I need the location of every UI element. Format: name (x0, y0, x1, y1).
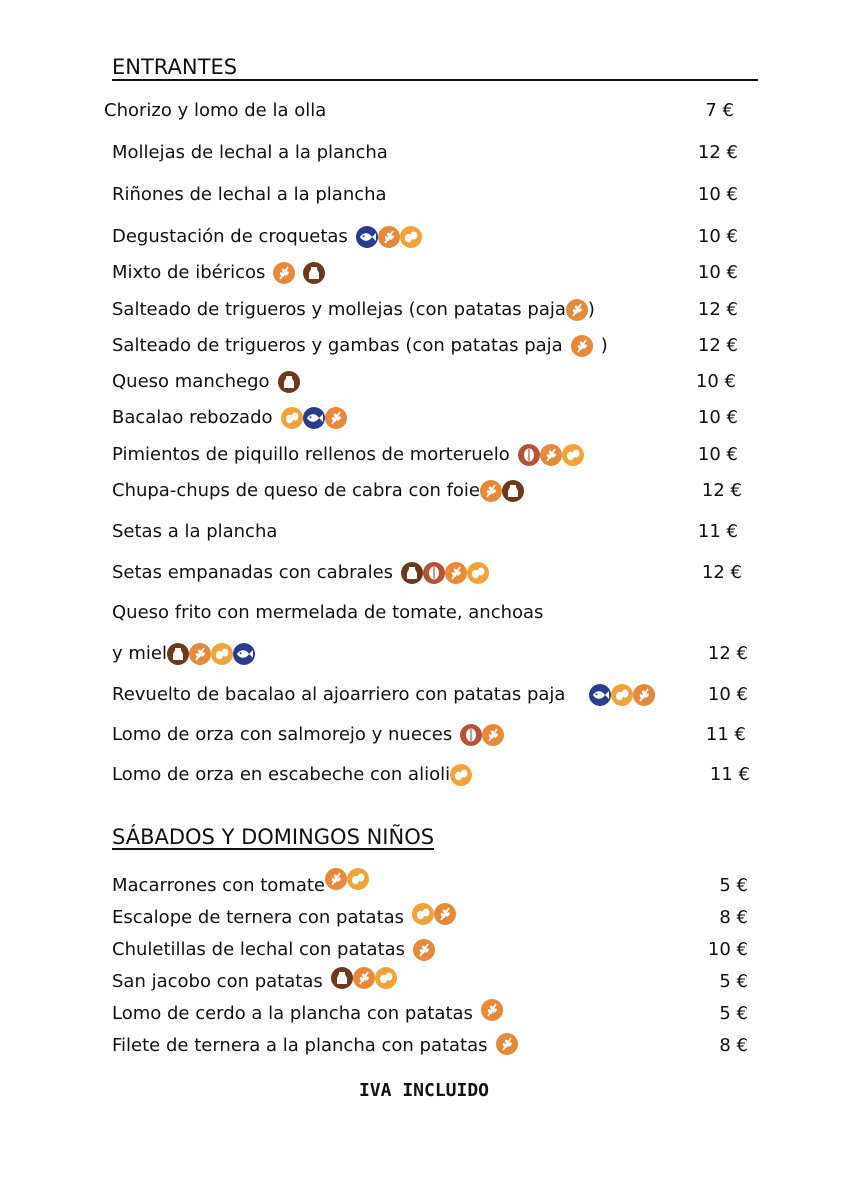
menu-item (0, 295, 848, 325)
item-name: Revuelto de bacalao al ajoarriero con patatas paja (112, 684, 566, 705)
section-title-entrantes: ENTRANTES (112, 55, 238, 79)
menu-item (0, 1031, 848, 1061)
nut-icon (423, 562, 445, 584)
menu-item (0, 558, 848, 588)
milk-jug-icon (167, 643, 189, 665)
egg-icon (450, 764, 472, 786)
menu-item (0, 760, 848, 790)
item-price: 10 € (707, 939, 748, 960)
wheat-icon (633, 684, 655, 706)
menu-item (0, 680, 848, 710)
menu-item (0, 180, 848, 210)
item-name: Lomo de cerdo a la plancha con patatas (112, 1003, 473, 1024)
menu-item-continued (0, 639, 848, 669)
item-price: 10 € (697, 262, 738, 283)
fish-icon (233, 643, 255, 665)
egg-icon (375, 967, 397, 989)
item-name-line2: y miel (112, 643, 167, 664)
item-name: San jacobo con patatas (112, 971, 323, 992)
item-name: Chorizo y lomo de la olla (104, 100, 327, 121)
menu-item (0, 871, 848, 901)
wheat-icon (273, 262, 295, 284)
item-price: 11 € (697, 521, 738, 542)
item-name: Degustación de croquetas (112, 226, 348, 247)
item-name-end: ) (587, 299, 595, 320)
wheat-icon (189, 643, 211, 665)
item-name: Filete de ternera a la plancha con patatas (112, 1035, 488, 1056)
item-price: 10 € (695, 371, 736, 392)
milk-jug-icon (278, 371, 300, 393)
item-name: Escalope de ternera con patatas (112, 907, 405, 928)
wheat-icon (378, 226, 400, 248)
item-name: Queso frito con mermelada de tomate, anchoas (112, 602, 544, 623)
item-name: Pimientos de piquillo rellenos de morteruelo (112, 444, 510, 465)
egg-icon (211, 643, 233, 665)
egg-icon (467, 562, 489, 584)
menu-item (0, 258, 848, 288)
item-name: Mixto de ibéricos (112, 262, 266, 283)
wheat-icon (325, 868, 347, 890)
milk-jug-icon (331, 967, 353, 989)
wheat-icon (480, 480, 502, 502)
menu-item (0, 403, 848, 433)
fish-icon (303, 407, 325, 429)
wheat-icon (540, 444, 562, 466)
egg-icon (281, 407, 303, 429)
item-price: 7 € (705, 100, 734, 121)
item-price: 12 € (697, 142, 738, 163)
wheat-icon (434, 903, 456, 925)
item-price: 8 € (719, 907, 748, 928)
menu-item (0, 720, 848, 750)
menu-item (0, 999, 848, 1029)
egg-icon (611, 684, 633, 706)
item-price: 12 € (701, 480, 742, 501)
fish-icon (589, 684, 611, 706)
item-name: Mollejas de lechal a la plancha (112, 142, 388, 163)
item-price: 10 € (697, 444, 738, 465)
menu-item (0, 222, 848, 252)
item-price: 12 € (697, 335, 738, 356)
egg-icon (400, 226, 422, 248)
nut-icon (460, 724, 482, 746)
wheat-icon (445, 562, 467, 584)
item-price: 11 € (709, 764, 750, 785)
menu-item (0, 138, 848, 168)
milk-jug-icon (502, 480, 524, 502)
menu-item (0, 476, 848, 506)
item-price: 10 € (697, 226, 738, 247)
wheat-icon (482, 724, 504, 746)
item-price: 12 € (701, 562, 742, 583)
item-price: 12 € (697, 299, 738, 320)
wheat-icon (413, 939, 435, 961)
section-title-ninos: SÁBADOS Y DOMINGOS NIÑOS (112, 825, 435, 849)
item-name: Queso manchego (112, 371, 270, 392)
menu-item (0, 967, 848, 997)
item-name: Lomo de orza en escabeche con alioli (112, 764, 451, 785)
item-name: Macarrones con tomate (112, 875, 325, 896)
item-name: Lomo de orza con salmorejo y nueces (112, 724, 453, 745)
menu-item (0, 935, 848, 965)
menu-item (0, 598, 848, 628)
item-price: 5 € (719, 875, 748, 896)
menu-item (0, 903, 848, 933)
milk-jug-icon (401, 562, 423, 584)
tax-note: IVA INCLUIDO (358, 1080, 490, 1101)
item-price: 10 € (697, 184, 738, 205)
wheat-icon (325, 407, 347, 429)
item-price: 5 € (719, 971, 748, 992)
item-name: Setas empanadas con cabrales (112, 562, 394, 583)
egg-icon (347, 868, 369, 890)
item-price: 5 € (719, 1003, 748, 1024)
item-price: 12 € (707, 643, 748, 664)
menu-item (0, 367, 848, 397)
item-price: 10 € (697, 407, 738, 428)
section-rule (112, 79, 758, 81)
wheat-icon (571, 335, 593, 357)
egg-icon (562, 444, 584, 466)
menu-item (0, 517, 848, 547)
item-name: Riñones de lechal a la plancha (112, 184, 387, 205)
item-name: Bacalao rebozado (112, 407, 273, 428)
wheat-icon (566, 299, 588, 321)
item-name-end: ) (600, 335, 608, 356)
menu-item (0, 96, 848, 126)
menu-item (0, 440, 848, 470)
item-name: Chuletillas de lechal con patatas (112, 939, 406, 960)
milk-jug-icon (303, 262, 325, 284)
item-name: Salteado de trigueros y mollejas (con patatas paja (112, 299, 566, 320)
egg-icon (412, 903, 434, 925)
item-price: 10 € (707, 684, 748, 705)
item-price: 11 € (705, 724, 746, 745)
item-name: Chupa-chups de queso de cabra con foie (112, 480, 481, 501)
menu-item (0, 331, 848, 361)
item-price: 8 € (719, 1035, 748, 1056)
item-name: Salteado de trigueros y gambas (con patatas paja (112, 335, 563, 356)
wheat-icon (496, 1033, 518, 1055)
wheat-icon (353, 967, 375, 989)
item-name: Setas a la plancha (112, 521, 278, 542)
wheat-icon (481, 999, 503, 1021)
fish-icon (356, 226, 378, 248)
nut-icon (518, 444, 540, 466)
